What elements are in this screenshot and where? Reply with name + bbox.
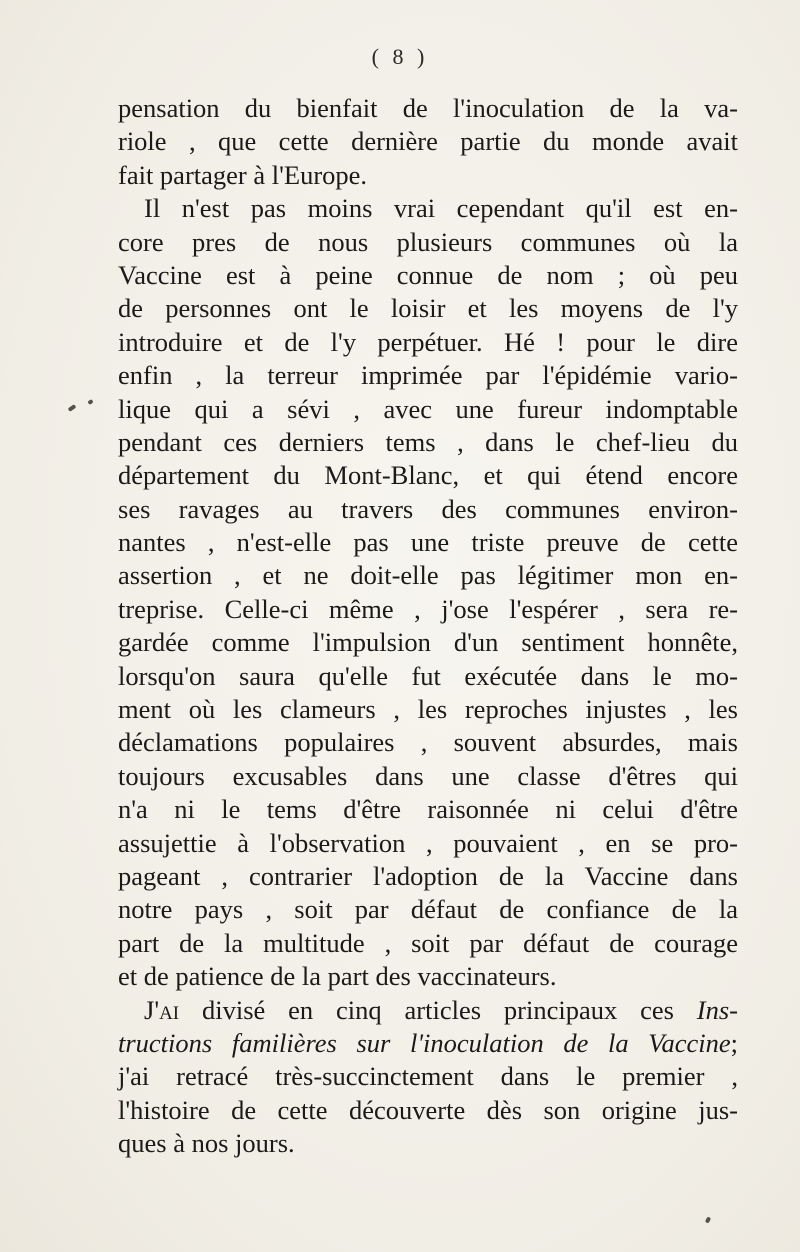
text-run: divisé en cinq articles principaux ces [179, 994, 697, 1025]
text-line: et de patience de la part des vaccinateurs. [118, 961, 557, 992]
text-line: n'a ni le tems d'être raisonnée ni celui d'être [118, 794, 738, 825]
text-line: de personnes ont le loisir et les moyens de l'y [118, 293, 738, 324]
text-line [118, 1027, 738, 1060]
text-line: lique qui a sévi , avec une fureur indomptable [118, 393, 738, 424]
margin-speck [87, 399, 93, 405]
text-line: l'histoire de cette découverte dès son origine jus- [118, 1094, 738, 1125]
text-run: ; [730, 1027, 738, 1058]
text-line [118, 994, 738, 1027]
text-line: Il n'est pas moins vrai cependant qu'il est en- [144, 193, 738, 224]
text-line: part de la multitude , soit par défaut de courage [118, 927, 738, 958]
text-line: j'ai retracé très-succinctement dans le premier , [118, 1061, 738, 1092]
text-line: pensation du bienfait de l'inoculation de la va- [118, 93, 738, 123]
text-line: introduire et de l'y perpétuer. Hé ! pour le dire [118, 326, 738, 357]
italic-title: tructions familières sur l'inoculation de la Vaccine [118, 1027, 731, 1058]
text-line: treprise. Celle-ci même , j'ose l'espérer , sera re- [118, 593, 738, 624]
margin-speck [705, 1216, 711, 1223]
text-line: nantes , n'est-elle pas une triste preuve de cette [118, 527, 738, 558]
italic-title: Ins- [696, 994, 738, 1025]
text-line: lorsqu'on saura qu'elle fut exécutée dans le mo- [118, 660, 738, 691]
margin-speck [68, 404, 77, 412]
text-line: riole , que cette dernière partie du monde avait [118, 126, 738, 157]
text-line: Vaccine est à peine connue de nom ; où peu [118, 259, 738, 290]
text-line: notre pays , soit par défaut de confiance de la [118, 894, 738, 925]
text-line: enfin , la terreur imprimée par l'épidémie vario- [118, 360, 738, 391]
page-number: ( 8 ) [371, 44, 429, 69]
text-line: toujours excusables dans une classe d'êtres qui [118, 760, 738, 791]
text-line: ses ravages au travers des communes environ- [118, 493, 738, 524]
text-line: ques à nos jours. [118, 1128, 295, 1159]
text-line: ment où les clameurs , les reproches injustes , les [118, 694, 738, 725]
text-line: fait partager à l'Europe. [118, 159, 368, 190]
text-line: assertion , et ne doit-elle pas légitimer mon en- [118, 560, 738, 591]
page-body-text [118, 92, 738, 1161]
text-line: pageant , contrarier l'adoption de la Vaccine dans [118, 860, 738, 891]
text-line: assujettie à l'observation , pouvaient , en se pro- [118, 827, 738, 858]
text-line: pendant ces derniers tems , dans le chef-lieu du [118, 426, 738, 457]
small-caps-opening: J'ai [144, 994, 180, 1025]
text-line: core pres de nous plusieurs communes où la [118, 226, 738, 257]
text-line: département du Mont-Blanc, et qui étend encore [118, 460, 738, 491]
text-line: déclamations populaires , souvent absurdes, mais [118, 727, 738, 758]
text-line: gardée comme l'impulsion d'un sentiment honnête, [118, 627, 738, 658]
